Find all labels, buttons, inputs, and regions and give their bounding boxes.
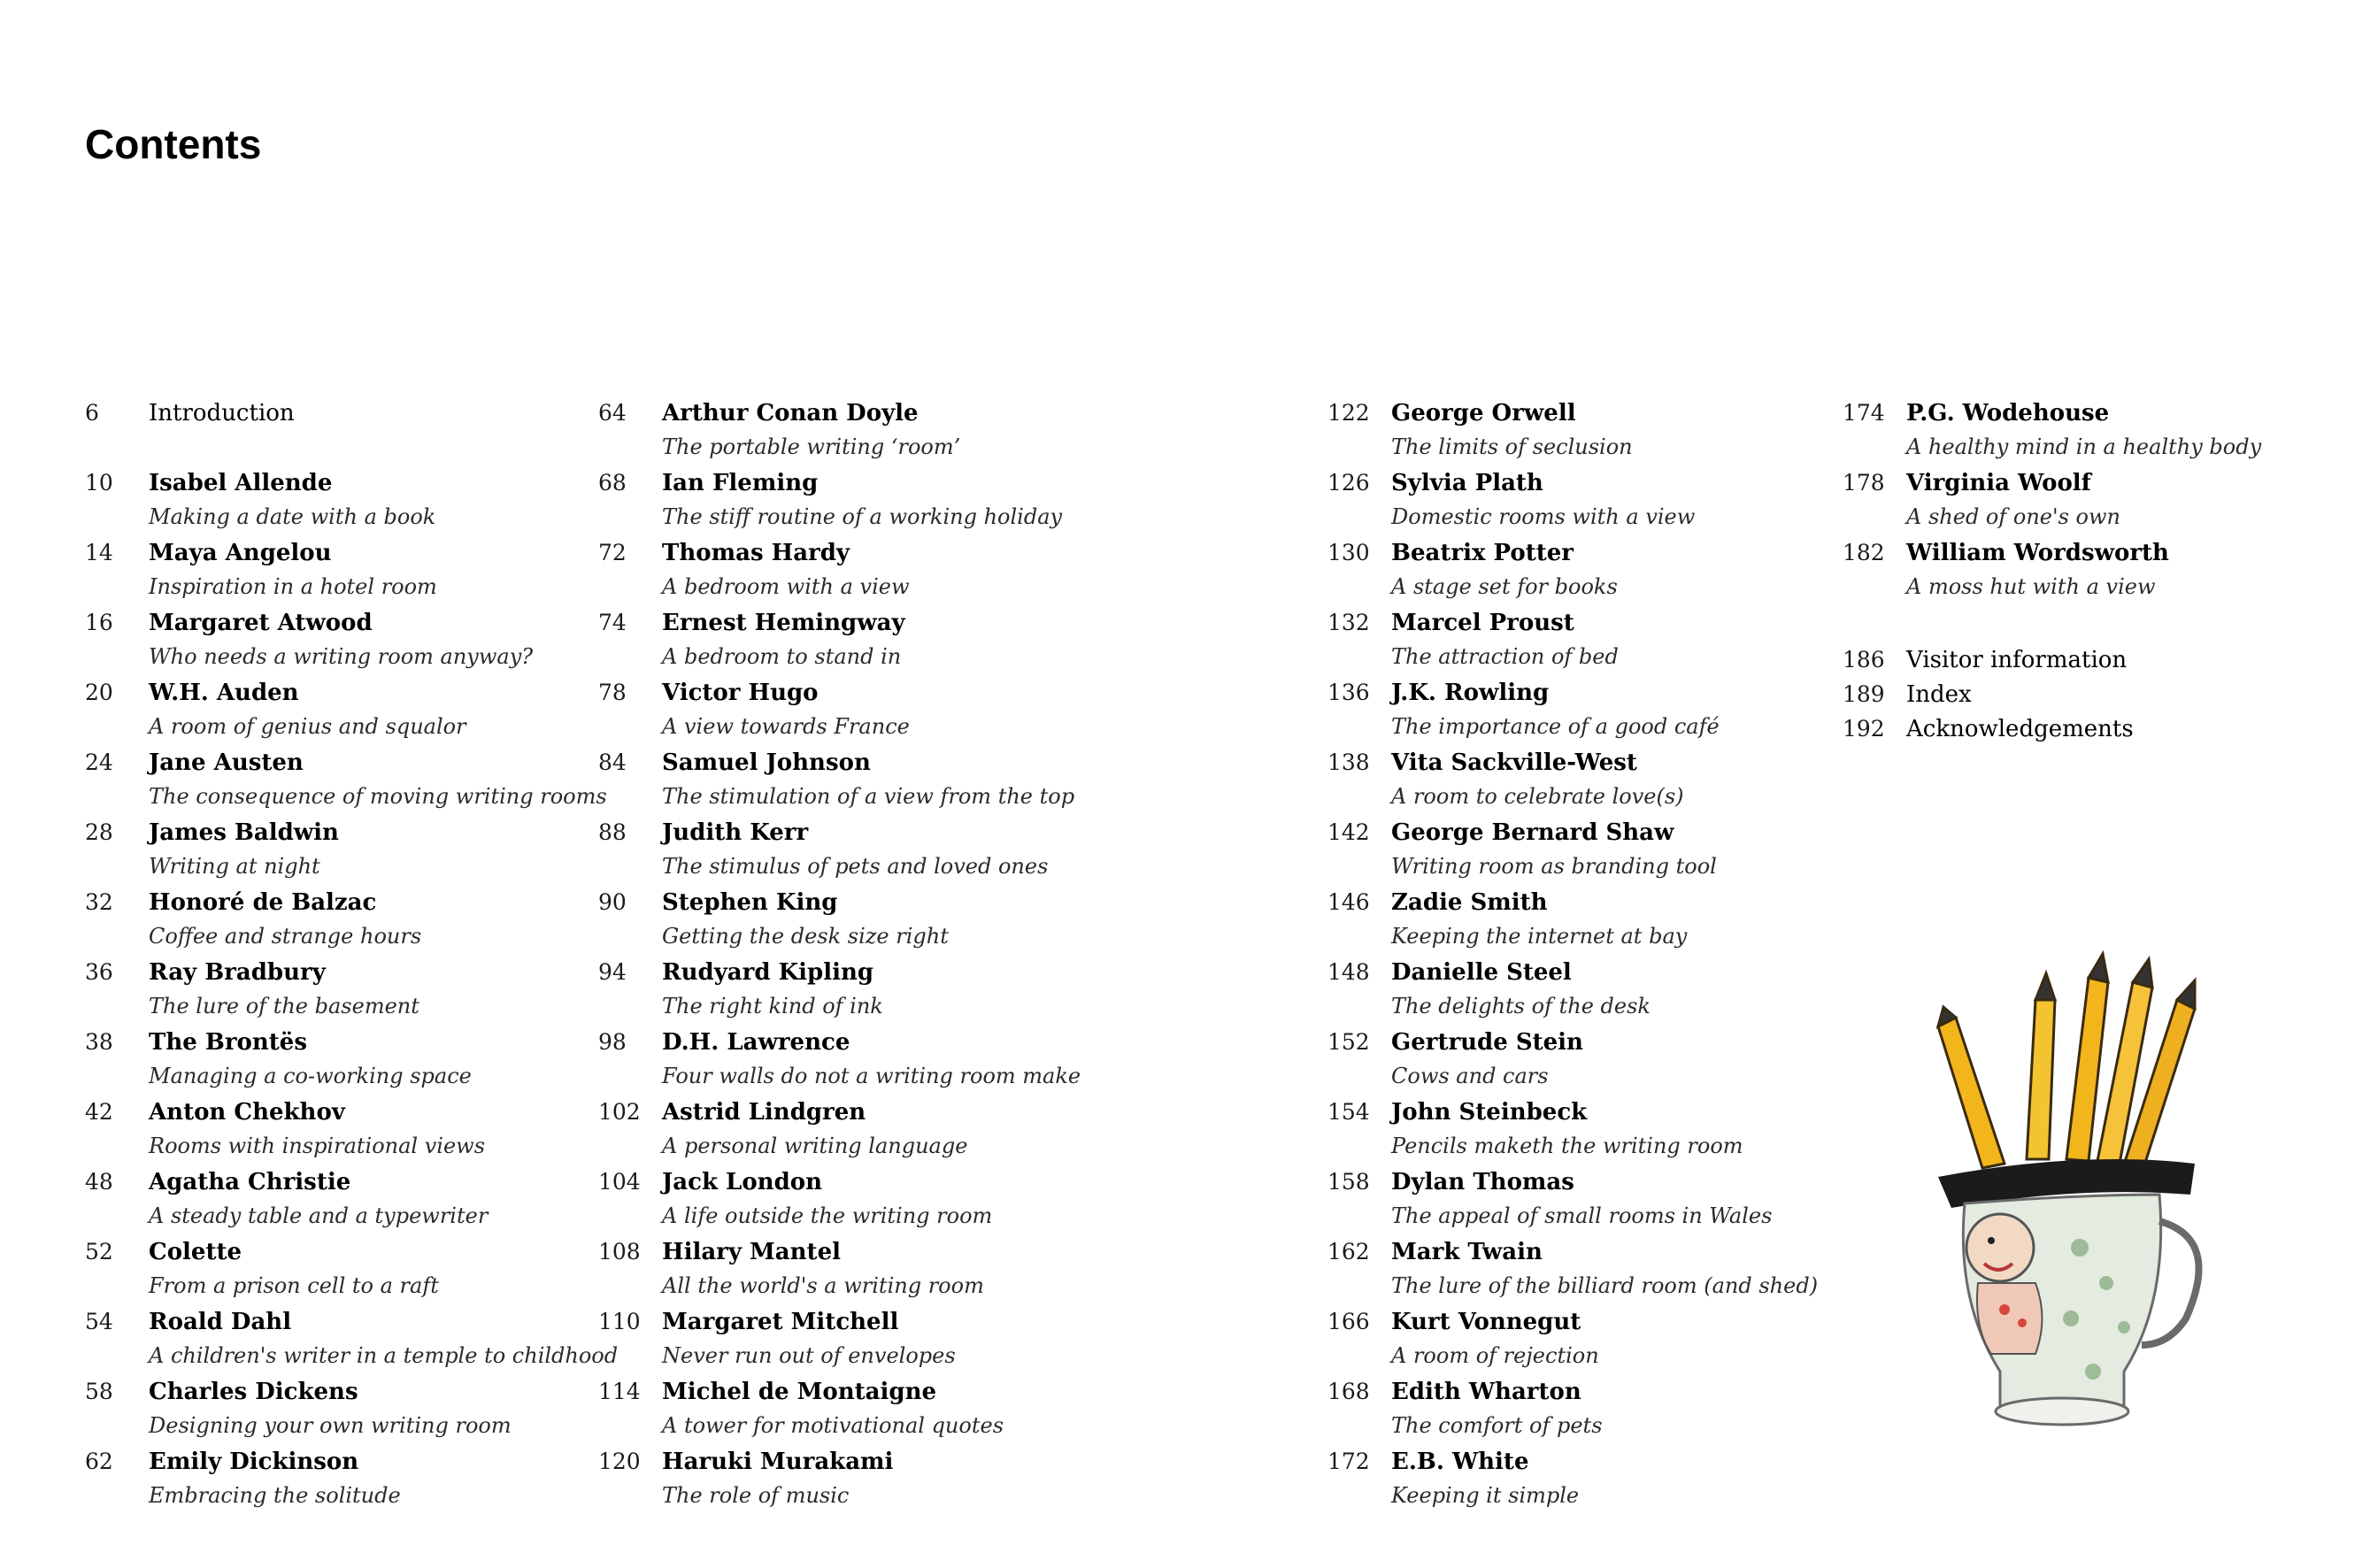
author-name: George Bernard Shaw [1391,819,1674,846]
page-number: 138 [1327,749,1370,775]
chapter-subtitle: Inspiration in a hotel room [149,574,437,599]
page-number: 90 [598,889,627,915]
page-title: Contents [85,121,262,167]
author-name: Stephen King [662,889,838,916]
author-name: Astrid Lindgren [662,1099,866,1126]
chapter-subtitle: All the world's a writing room [662,1273,984,1298]
chapter-subtitle: A view towards France [662,714,910,739]
author-name: Hilary Mantel [662,1239,841,1265]
author-name: Ernest Hemingway [662,610,905,636]
page-number: 126 [1327,470,1370,496]
author-name: Ian Fleming [662,470,819,496]
chapter-subtitle: Designing your own writing room [149,1413,512,1438]
page-number: 58 [85,1379,113,1404]
chapter-subtitle: The lure of the basement [149,994,419,1018]
author-name: Sylvia Plath [1391,470,1543,496]
page-number: 166 [1327,1309,1370,1334]
author-name: Agatha Christie [149,1169,351,1195]
author-name: Haruki Murakami [662,1449,894,1475]
chapter-subtitle: Who needs a writing room anyway? [149,644,534,669]
page-number: 10 [85,470,113,496]
chapter-subtitle: The stiff routine of a working holiday [662,504,1063,529]
page-number: 130 [1327,540,1370,565]
page-number: 74 [598,610,627,635]
author-name: George Orwell [1391,400,1576,427]
page-number: 88 [598,819,627,845]
page-number: 84 [598,749,627,775]
chapter-subtitle: Domestic rooms with a view [1391,504,1696,529]
pencil-jug-illustration-icon [1903,929,2257,1460]
chapter-subtitle: A life outside the writing room [662,1203,993,1228]
chapter-subtitle: Writing at night [149,854,320,879]
author-name: Introduction [149,400,295,427]
page-number: 132 [1327,610,1370,635]
chapter-subtitle: Coffee and strange hours [149,924,422,949]
page-number: 14 [85,540,113,565]
author-name: Emily Dickinson [149,1449,359,1475]
chapter-subtitle: The consequence of moving writing rooms [149,784,607,809]
author-name: Jack London [662,1169,822,1195]
page-number: 42 [85,1099,113,1125]
chapter-subtitle: A room of genius and squalor [149,714,466,739]
page-number: 192 [1843,716,1885,742]
chapter-subtitle: The stimulus of pets and loved ones [662,854,1049,879]
page-number: 48 [85,1169,113,1195]
page-number: 178 [1843,470,1885,496]
author-name: Margaret Mitchell [662,1309,899,1335]
chapter-subtitle: A room of rejection [1391,1343,1599,1368]
page-number: 182 [1843,540,1885,565]
chapter-subtitle: A stage set for books [1391,574,1618,599]
pencils [1938,954,2195,1168]
author-name: Mark Twain [1391,1239,1543,1265]
chapter-subtitle: Pencils maketh the writing room [1391,1134,1743,1158]
chapter-subtitle: Four walls do not a writing room make [662,1064,1081,1088]
chapter-subtitle: The limits of seclusion [1391,434,1633,459]
author-name: Isabel Allende [149,470,333,496]
author-name: Zadie Smith [1391,889,1548,916]
author-name: Edith Wharton [1391,1379,1581,1405]
chapter-subtitle: The comfort of pets [1391,1413,1603,1438]
page-number: 24 [85,749,113,775]
chapter-subtitle: A bedroom to stand in [662,644,902,669]
page-number: 102 [598,1099,641,1125]
author-name: Virginia Woolf [1906,470,2091,496]
page-number: 146 [1327,889,1370,915]
author-name: Margaret Atwood [149,610,373,636]
author-name: Anton Chekhov [149,1099,345,1126]
chapter-subtitle: The stimulation of a view from the top [662,784,1075,809]
author-name: Jane Austen [149,749,304,776]
page-number: 104 [598,1169,641,1195]
author-name: Ray Bradbury [149,959,326,986]
chapter-subtitle: Making a date with a book [149,504,436,529]
section-label: Index [1906,681,1972,708]
chapter-subtitle: The attraction of bed [1391,644,1619,669]
author-name: Kurt Vonnegut [1391,1309,1581,1335]
page-number: 142 [1327,819,1370,845]
chapter-subtitle: Cows and cars [1391,1064,1549,1088]
page-number: 186 [1843,647,1885,673]
page-number: 20 [85,680,113,705]
author-name: Danielle Steel [1391,959,1572,986]
page-number: 122 [1327,400,1370,426]
author-name: John Steinbeck [1391,1099,1588,1126]
page-number: 120 [598,1449,641,1474]
author-name: Colette [149,1239,242,1265]
author-name: Thomas Hardy [662,540,850,566]
chapter-subtitle: Embracing the solitude [149,1483,401,1508]
chapter-subtitle: A moss hut with a view [1906,574,2156,599]
page-number: 154 [1327,1099,1370,1125]
chapter-subtitle: A steady table and a typewriter [149,1203,489,1228]
author-name: Judith Kerr [662,819,809,846]
author-name: The Brontës [149,1029,307,1056]
chapter-subtitle: The importance of a good café [1391,714,1720,739]
author-name: Beatrix Potter [1391,540,1574,566]
page-number: 54 [85,1309,113,1334]
author-name: D.H. Lawrence [662,1029,850,1056]
author-name: Michel de Montaigne [662,1379,937,1405]
chapter-subtitle: Writing room as branding tool [1391,854,1717,879]
author-name: William Wordsworth [1906,540,2169,566]
page-number: 68 [598,470,627,496]
chapter-subtitle: The delights of the desk [1391,994,1651,1018]
page-number: 32 [85,889,113,915]
page-number: 162 [1327,1239,1370,1264]
chapter-subtitle: Never run out of envelopes [662,1343,956,1368]
section-label: Acknowledgements [1906,716,2134,742]
page-number: 6 [85,400,99,426]
page-number: 16 [85,610,113,635]
author-name: Charles Dickens [149,1379,358,1405]
page-number: 98 [598,1029,627,1055]
page-number: 174 [1843,400,1885,426]
page-number: 172 [1327,1449,1370,1474]
page-number: 94 [598,959,627,985]
chapter-subtitle: A room to celebrate love(s) [1391,784,1684,809]
chapter-subtitle: Rooms with inspirational views [149,1134,486,1158]
author-name: Honoré de Balzac [149,889,377,916]
page-number: 78 [598,680,627,705]
page-number: 36 [85,959,113,985]
page-number: 168 [1327,1379,1370,1404]
page-number: 108 [598,1239,641,1264]
author-name: Vita Sackville-West [1391,749,1637,776]
chapter-subtitle: A healthy mind in a healthy body [1906,434,2262,459]
page-number: 28 [85,819,113,845]
page-number: 62 [85,1449,113,1474]
page-number: 64 [598,400,627,426]
chapter-subtitle: From a prison cell to a raft [149,1273,439,1298]
page-number: 152 [1327,1029,1370,1055]
chapter-subtitle: A children's writer in a temple to childhood [149,1343,619,1368]
author-name: P.G. Wodehouse [1906,400,2110,427]
author-name: J.K. Rowling [1391,680,1550,706]
author-name: Victor Hugo [662,680,819,706]
page-number: 158 [1327,1169,1370,1195]
page-number: 136 [1327,680,1370,705]
chapter-subtitle: Managing a co-working space [149,1064,472,1088]
author-name: Dylan Thomas [1391,1169,1574,1195]
chapter-subtitle: The portable writing ‘room’ [662,434,961,459]
author-name: Gertrude Stein [1391,1029,1583,1056]
page-number: 114 [598,1379,641,1404]
page-number: 189 [1843,681,1885,707]
page-number: 38 [85,1029,113,1055]
author-name: Arthur Conan Doyle [662,400,919,427]
author-name: Samuel Johnson [662,749,871,776]
chapter-subtitle: Keeping the internet at bay [1391,924,1688,949]
chapter-subtitle: The role of music [662,1483,850,1508]
author-name: Rudyard Kipling [662,959,874,986]
chapter-subtitle: Keeping it simple [1391,1483,1580,1508]
page-number: 148 [1327,959,1370,985]
author-name: E.B. White [1391,1449,1529,1475]
chapter-subtitle: Getting the desk size right [662,924,949,949]
chapter-subtitle: A bedroom with a view [662,574,910,599]
author-name: James Baldwin [149,819,339,846]
page-number: 72 [598,540,627,565]
author-name: Marcel Proust [1391,610,1574,636]
chapter-subtitle: The appeal of small rooms in Wales [1391,1203,1773,1228]
chapter-subtitle: A shed of one's own [1906,504,2120,529]
chapter-subtitle: The lure of the billiard room (and shed) [1391,1273,1819,1298]
chapter-subtitle: A personal writing language [662,1134,968,1158]
page-number: 52 [85,1239,113,1264]
author-name: Maya Angelou [149,540,332,566]
author-name: W.H. Auden [149,680,299,706]
section-label: Visitor information [1906,647,2128,673]
page-number: 110 [598,1309,641,1334]
chapter-subtitle: The right kind of ink [662,994,883,1018]
author-name: Roald Dahl [149,1309,292,1335]
chapter-subtitle: A tower for motivational quotes [662,1413,1004,1438]
